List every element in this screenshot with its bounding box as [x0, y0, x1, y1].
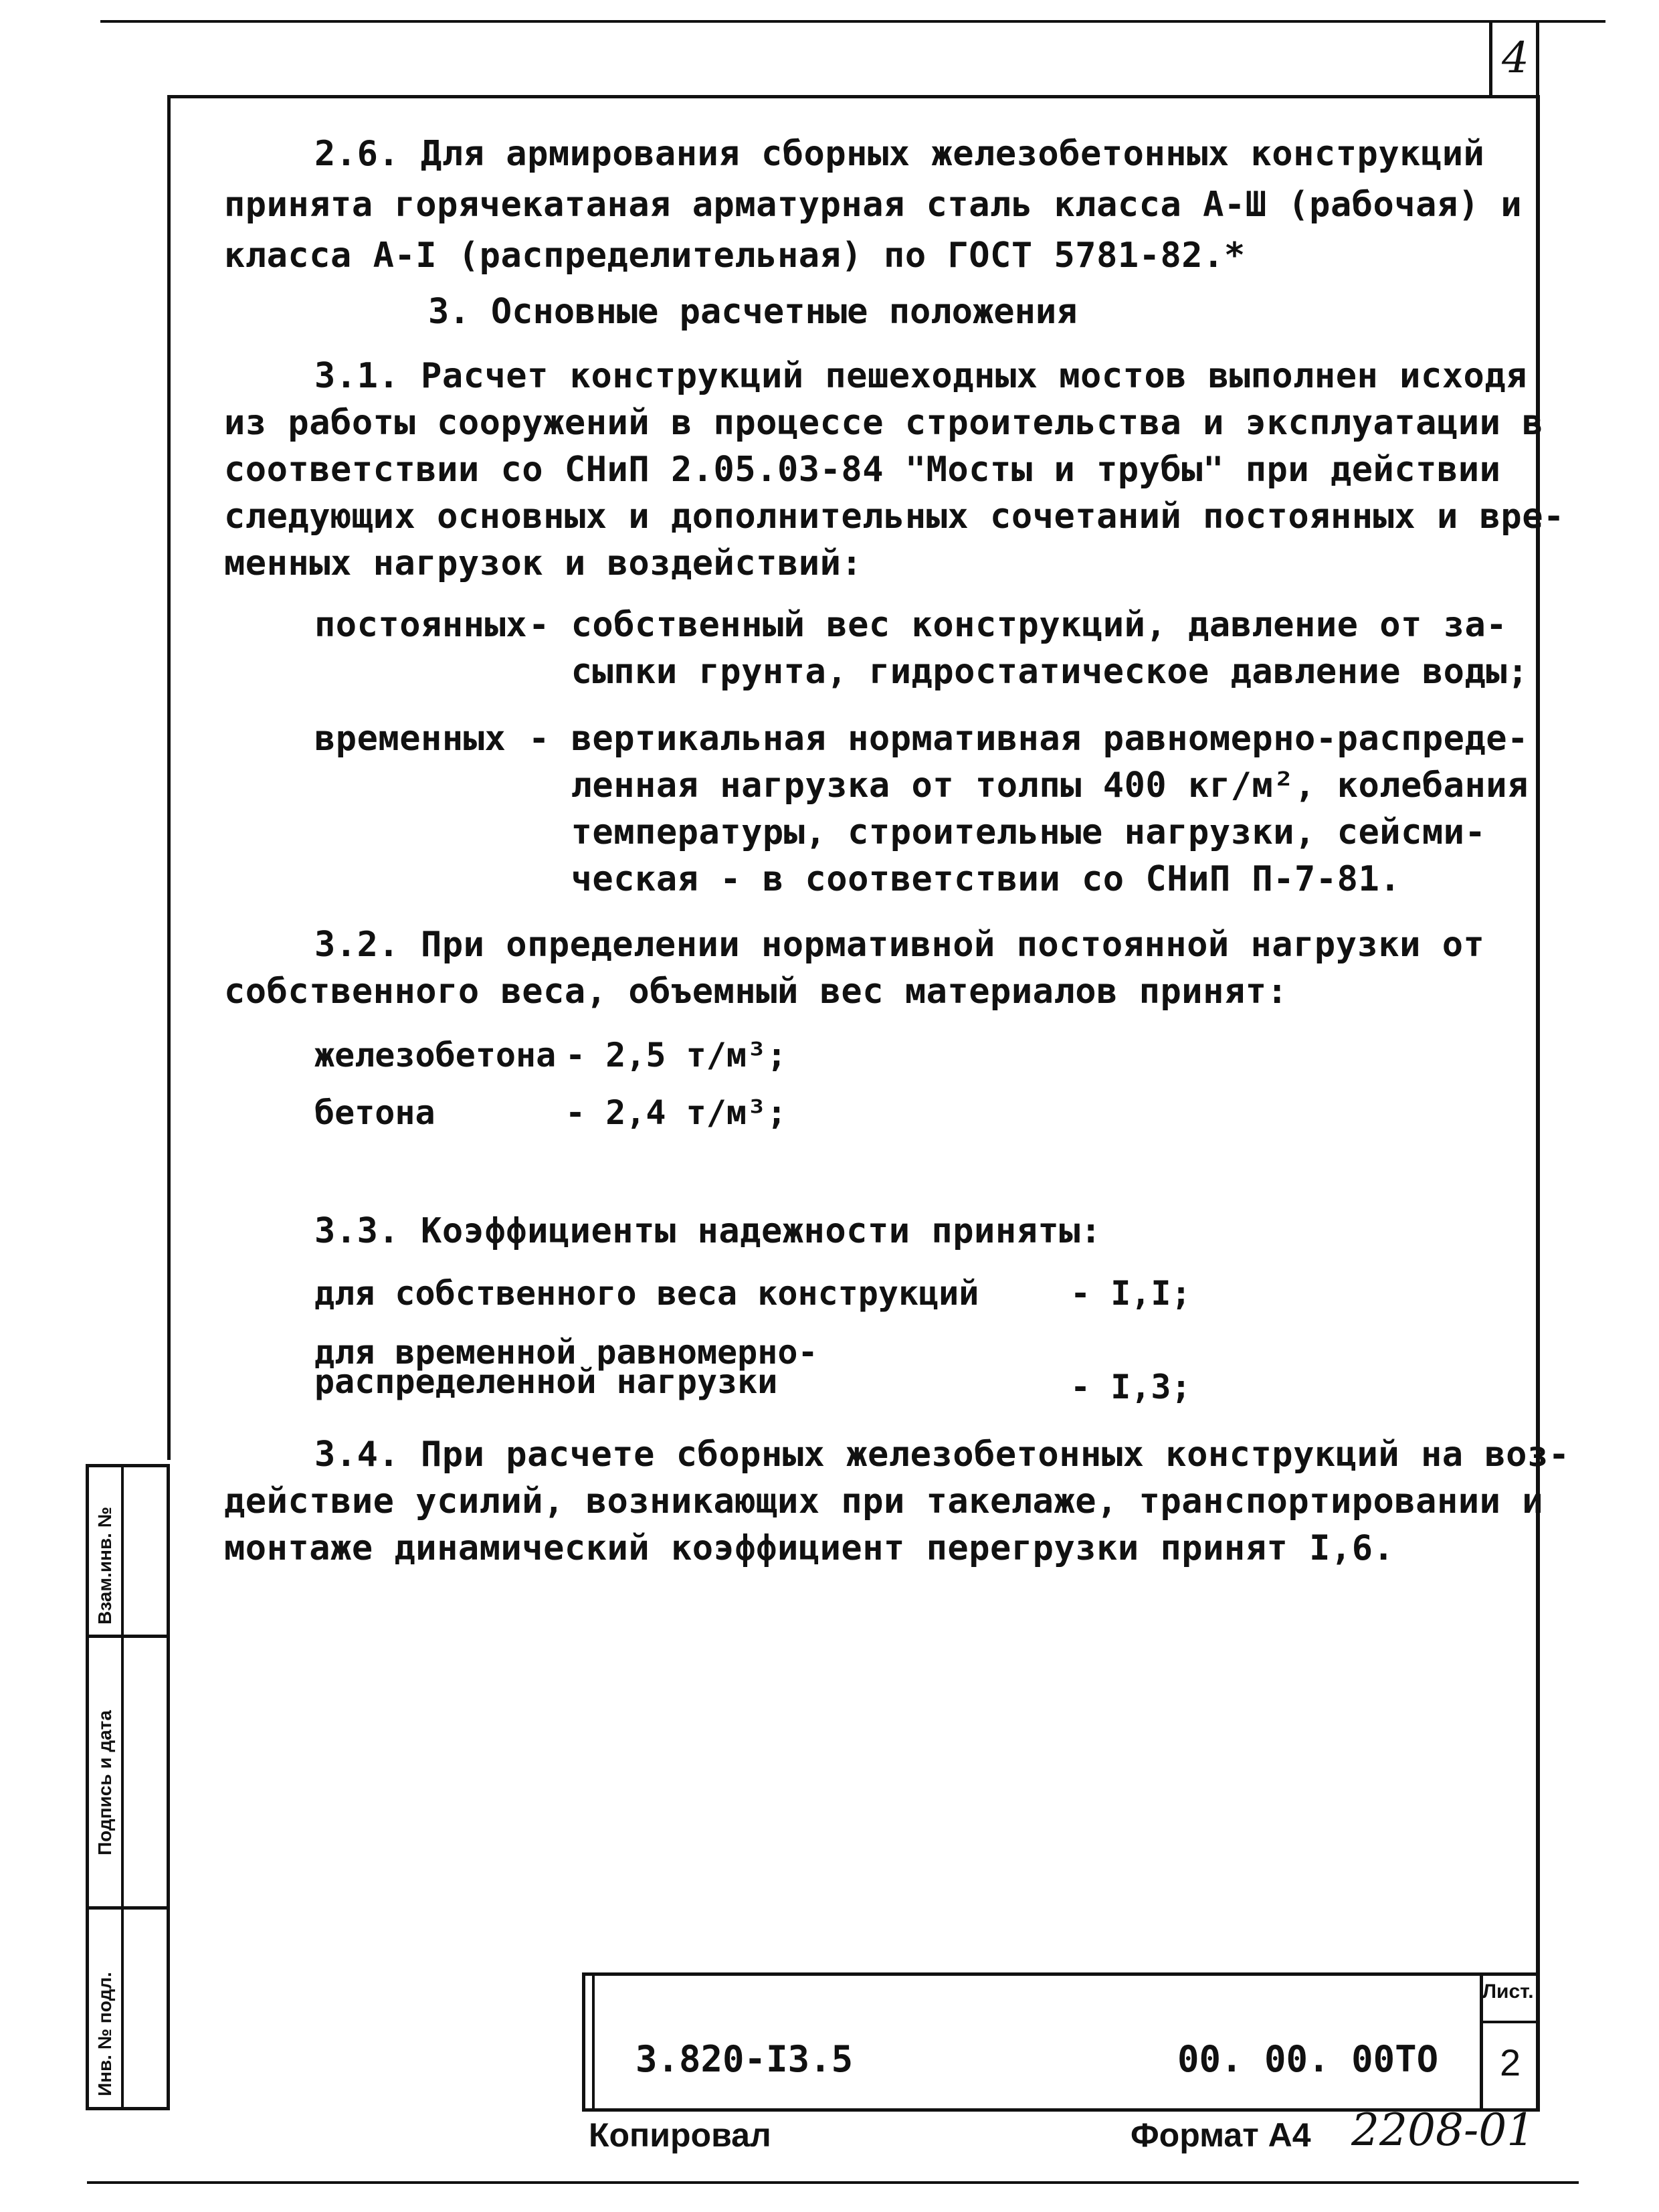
side-stamp-podpis: Подпись и дата — [94, 1710, 115, 1855]
paragraph-3-2-line-2: собственного веса, объемный вес материалов принят: — [224, 972, 1288, 1012]
side-stamp-vzam: Взам.инв. № — [94, 1507, 115, 1625]
frame-right — [1536, 95, 1540, 2109]
bottom-line — [87, 2181, 1579, 2184]
title-block-inner-left — [592, 1976, 595, 2110]
frame-top — [167, 95, 1539, 98]
permanent-text-line-2: сыпки грунта, гидростатическое давление воды; — [528, 652, 1529, 692]
top-border-line — [100, 20, 1605, 23]
section-3-heading: 3. Основные расчетные положения — [428, 292, 1078, 332]
frame-left — [167, 95, 171, 1460]
doc-code: 3.820-I3.5 — [636, 2038, 854, 2080]
permanent-label: постоянных — [314, 605, 528, 645]
sheet-box-divider — [1480, 2021, 1540, 2023]
coefficient-label-self-weight: для собственного веса конструкций — [314, 1274, 979, 1313]
paragraph-2-6-line-2: принята горячекатаная арматурная сталь класса А-Ш (рабочая) и — [224, 185, 1523, 225]
sheet-number: 2 — [1500, 2041, 1521, 2084]
temporary-text-line-1: - вертикальная нормативная равномерно-распреде- — [528, 719, 1529, 759]
paragraph-3-1-line-4: следующих основных и дополнительных сочетаний постоянных и вре- — [224, 496, 1565, 537]
page-number-box-right — [1536, 20, 1539, 98]
paragraph-3-1-line-1: 3.1. Расчет конструкций пешеходных мостов выполнен исходя — [314, 356, 1527, 396]
paragraph-2-6-line-1: 2.6. Для армирования сборных железобетонных конструкций — [314, 134, 1485, 174]
coefficient-label-temporary-line-2: распределенной нагрузки — [314, 1362, 778, 1401]
weight-label-concrete: бетона — [314, 1093, 435, 1132]
page-number-box-left — [1489, 20, 1492, 98]
paragraph-3-1-line-2: из работы сооружений в процессе строительства и эксплуатации в — [224, 403, 1544, 443]
side-stamp-inv: Инв. № подл. — [94, 1972, 115, 2096]
coefficient-value-temporary: - I,3; — [1070, 1368, 1191, 1406]
temporary-text-line-3: температуры, строительные нагрузки, сейсми- — [528, 812, 1486, 852]
paragraph-2-6-line-3: класса А-I (распределительная) по ГОСТ 5781-82.* — [224, 236, 1246, 276]
temporary-label: временных — [314, 719, 506, 759]
side-stamp-divider-2 — [89, 1906, 167, 1910]
paragraph-3-4-line-3: монтаже динамический коэффициент перегрузки принят I,6. — [224, 1528, 1395, 1568]
paragraph-3-1-line-3: соответствии со СНиП 2.05.03-84 "Мосты и трубы" при действии — [224, 450, 1501, 490]
paragraph-3-2-line-1: 3.2. При определении нормативной постоянной нагрузки от — [314, 925, 1485, 965]
weight-label-reinforced-concrete: железобетона — [314, 1036, 557, 1075]
coefficient-value-self-weight: - I,I; — [1070, 1274, 1191, 1313]
temporary-text-line-2: ленная нагрузка от толпы 400 кг/м², колебания — [528, 765, 1529, 806]
footer-handwritten-code: 2208-01 — [1351, 2104, 1535, 2156]
permanent-text-line-1: - собственный вес конструкций, давление от за- — [528, 605, 1508, 645]
footer-format: Формат А4 — [1131, 2116, 1311, 2154]
paragraph-3-4-line-2: действие усилий, возникающих при такелаже, транспортировании и — [224, 1481, 1544, 1522]
sheet-label: Лист. — [1482, 1980, 1534, 2003]
paragraph-3-3-title: 3.3. Коэффициенты надежности приняты: — [314, 1211, 1102, 1251]
paragraph-3-4-line-1: 3.4. При расчете сборных железобетонных конструкций на воз- — [314, 1435, 1570, 1475]
footer-copied: Копировал — [589, 2116, 771, 2154]
side-stamp — [86, 1464, 170, 2110]
side-stamp-divider-1 — [89, 1635, 167, 1638]
doc-number: 00. 00. 00ТО — [1177, 2038, 1439, 2080]
coefficient-label-temporary-line-1: для временной равномерно- — [314, 1333, 818, 1372]
page-number: 4 — [1502, 33, 1529, 83]
weight-value-concrete: - 2,4 т/м³; — [565, 1093, 787, 1132]
side-stamp-column-divider — [121, 1467, 124, 2107]
paragraph-3-1-line-5: менных нагрузок и воздействий: — [224, 543, 863, 583]
weight-value-reinforced-concrete: - 2,5 т/м³; — [565, 1036, 787, 1075]
temporary-text-line-4: ческая - в соответствии со СНиП П-7-81. — [528, 859, 1401, 899]
